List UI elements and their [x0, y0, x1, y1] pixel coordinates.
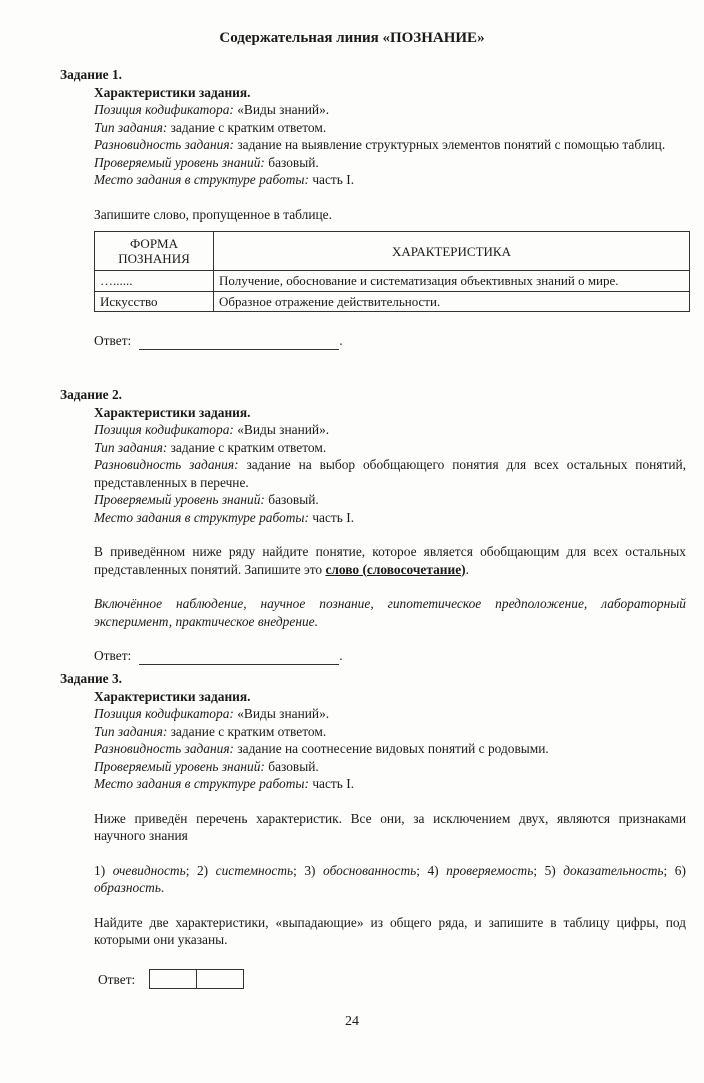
type-line: [94, 723, 686, 741]
characteristics-title: Характеристики задания.: [94, 84, 251, 100]
answer-row: Ответ: .: [94, 648, 343, 663]
level-line: [94, 154, 686, 172]
place-value: часть I.: [312, 172, 355, 187]
table-cell-blank: …......: [95, 271, 214, 292]
table-header-cell: ФОРМА ПОЗНАНИЯ: [95, 232, 214, 271]
variety-value: задание на выявление структурных элементов понятий с помощью таблиц.: [237, 137, 666, 152]
codifier-value: «Виды знаний».: [237, 422, 330, 437]
instruction: Запишите слово, пропущенное в таблице.: [94, 206, 332, 222]
task-heading: Задание 3.: [60, 671, 122, 686]
place-label: Место задания в структуре работы:: [94, 776, 309, 791]
answer-input[interactable]: [139, 650, 339, 665]
variety-line: [94, 456, 686, 491]
answer-label: Ответ:: [94, 333, 132, 348]
table-row: [95, 291, 690, 312]
variety-label: Разновидность задания:: [94, 741, 235, 756]
instruction: Ниже приведён перечень характеристик. Все они, за исключением двух, являются признаками научного знания: [94, 810, 686, 843]
option-text: очевидность: [112, 862, 186, 878]
type-line: [94, 439, 686, 457]
codifier-line: [94, 101, 686, 119]
instruction: [94, 543, 686, 578]
answer-label: Ответ:: [98, 972, 136, 987]
place-line: [94, 775, 686, 793]
place-value: часть I.: [312, 509, 355, 525]
level-label: Проверяемый уровень знаний:: [94, 492, 265, 507]
table-cell: Образное отражение действительности.: [214, 291, 690, 312]
variety-value: задание на соотнесение видовых понятий с родовыми.: [237, 741, 549, 756]
table-cell: Получение, обоснование и систематизация объективных знаний о мире.: [214, 271, 690, 292]
options-list: 1) очевидность; 2) системность; 3) обоснованность; 4) проверяемость; 5) доказательность; 6) образность.: [94, 862, 686, 895]
task-heading: Задание 2.: [60, 387, 122, 402]
table-cell: Искусство: [95, 291, 214, 312]
answer-boxes: [149, 969, 244, 989]
variety-line: [94, 136, 686, 154]
codifier-value: «Виды знаний».: [237, 102, 330, 117]
option-number: 5): [544, 862, 556, 878]
instruction-end: .: [465, 561, 469, 577]
instruction-main: В приведённом ниже ряду найдите понятие, которое является обобщающим для всех остальных представленных понятий. Запишите это: [94, 544, 686, 577]
variety-label: Разновидность задания:: [94, 457, 239, 472]
table-header-cell: ХАРАКТЕРИСТИКА: [214, 232, 690, 271]
variety-label: Разновидность задания:: [94, 137, 235, 152]
option-number: 1): [94, 862, 106, 878]
option-number: 2): [196, 862, 209, 878]
option-number: 3): [304, 862, 316, 878]
page-title: Содержательная линия «ПОЗНАНИЕ»: [219, 30, 485, 46]
type-value: задание с кратким ответом.: [170, 723, 327, 739]
level-value: базовый.: [268, 758, 319, 774]
characteristics-title: Характеристики задания.: [94, 688, 251, 704]
place-line: [94, 171, 686, 189]
type-label: Тип задания:: [94, 723, 168, 739]
place-label: Место задания в структуре работы:: [94, 509, 309, 525]
codifier-label: Позиция кодификатора:: [94, 706, 234, 721]
items-list: Включённое наблюдение, научное познание, гипотетическое предположение, лабораторный эксперимент, практическое внедрение.: [94, 596, 686, 629]
place-label: Место задания в структуре работы:: [94, 172, 309, 187]
codifier-label: Позиция кодификатора:: [94, 422, 234, 437]
task-3: [60, 670, 686, 989]
task-heading: Задание 1.: [60, 67, 122, 82]
option-number: 4): [427, 862, 439, 878]
answer-box-1[interactable]: [149, 969, 197, 989]
place-line: [94, 509, 686, 527]
page-number: 24: [345, 1014, 359, 1029]
variety-line: [94, 740, 686, 758]
variety-value: задание на выбор обобщающего понятия для всех остальных понятий, представленных в перечне.: [94, 457, 686, 490]
option-text: доказательность: [563, 862, 664, 878]
type-value: задание с кратким ответом.: [170, 439, 327, 455]
table-row: [95, 271, 690, 292]
codifier-label: Позиция кодификатора:: [94, 102, 234, 117]
instruction-2: Найдите две характеристики, «выпадающие» из общего ряда, и запишите в таблицу цифры, под которыми они указаны.: [94, 914, 686, 947]
option-number: 6): [674, 862, 686, 878]
option-text: системность: [215, 862, 294, 878]
task-1: [60, 66, 686, 350]
type-label: Тип задания:: [94, 119, 168, 135]
type-line: [94, 119, 686, 137]
answer-row: [98, 969, 686, 989]
codifier-line: [94, 421, 686, 439]
level-line: [94, 758, 686, 776]
task-2: [60, 386, 686, 665]
table-header-row: [95, 232, 690, 271]
level-label: Проверяемый уровень знаний:: [94, 758, 265, 774]
type-label: Тип задания:: [94, 439, 168, 455]
level-label: Проверяемый уровень знаний:: [94, 154, 265, 170]
answer-label: Ответ:: [94, 648, 132, 663]
level-value: базовый.: [268, 154, 319, 170]
knowledge-table: [94, 231, 690, 312]
type-value: задание с кратким ответом.: [170, 119, 327, 135]
option-text: обоснованность: [323, 862, 417, 878]
answer-row: Ответ: .: [94, 333, 343, 348]
option-text: проверяемость: [446, 862, 534, 878]
level-value: базовый.: [268, 492, 319, 507]
codifier-value: «Виды знаний».: [237, 706, 330, 721]
answer-box-2[interactable]: [197, 969, 244, 989]
option-text: образность: [94, 880, 161, 895]
level-line: [94, 491, 686, 509]
place-value: часть I.: [312, 776, 355, 791]
codifier-line: [94, 705, 686, 723]
answer-input[interactable]: [139, 335, 339, 350]
instruction-emphasis: слово (словосочетание): [325, 561, 466, 577]
characteristics-title: Характеристики задания.: [94, 404, 251, 420]
